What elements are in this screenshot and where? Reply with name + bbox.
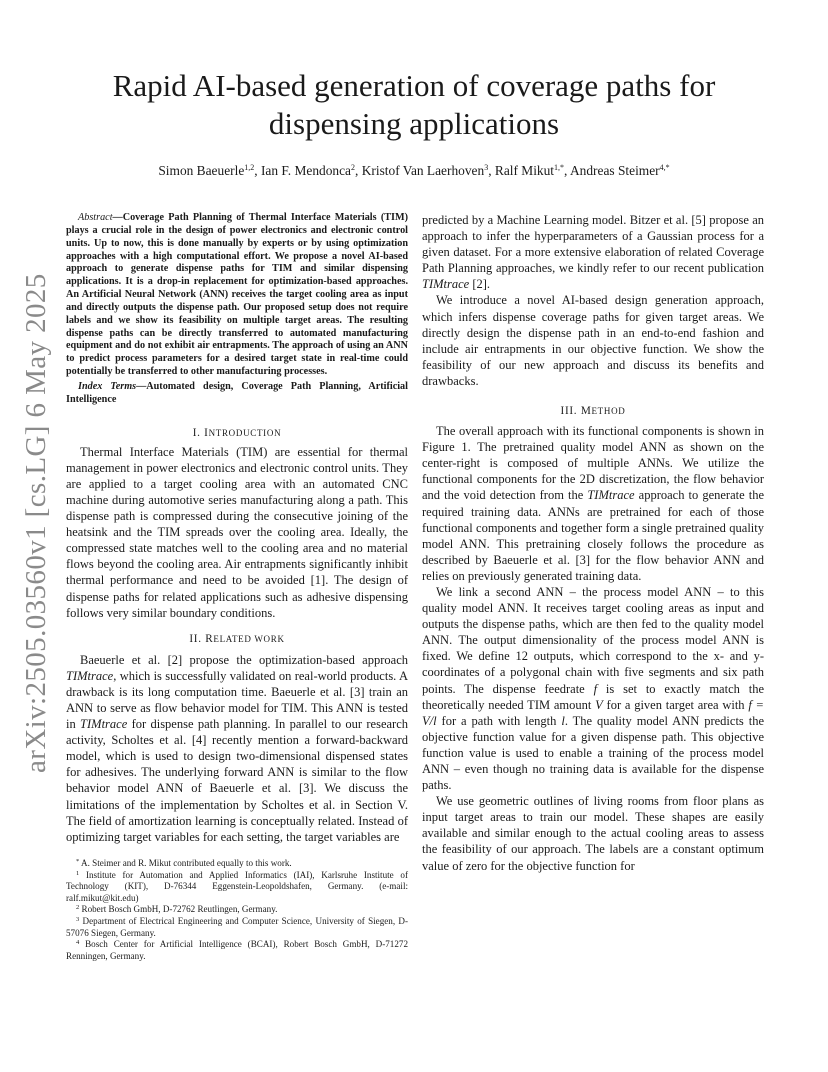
related-work-paragraph-continued: predicted by a Machine Learning model. Bitzer et al. [5] propose an approach to infer the hyperparameters of a Gaussian process for a given dataset. For a more extensive elaboration of related Coverage Path Planning approaches, we kindly refer to our recent publication TIMtrace [2]. (422, 213, 764, 292)
abstract (66, 212, 408, 379)
related-work-paragraph: We introduce a novel AI-based design generation approach, which infers dispense coverage paths for given target areas. We directly design the dispense path in an end-to-end fashion and include air entrapments in our objective function. We show the feasibility of our new approach and discuss its benefits and drawbacks. (422, 293, 764, 388)
related-work-paragraph: Baeuerle et al. [2] propose the optimization-based approach TIMtrace, which is successfully validated on real-world products. A drawback is its long computation time. Baeuerle et al. [3] train an ANN to serve as flow behavior model for TIM. This ANN is tested in TIMtrace for dispense path planning. In parallel to our research activity, Scholtes et al. [4] recently mention a forward-backward model, which is used to design two-dimensional dispensed states for adhesives. The underlying forward ANN is similar to the flow behavior model ANN of Baeuerle et al. [3]. We discuss the limitations of the implementation by Scholtes et al. in Section V. The field of amortization learning is conceptually related. Instead of optimizing target variables for each setting, the target variables are (66, 652, 408, 844)
method-paragraph: The overall approach with its functional components is shown in Figure 1. The pretrained quality model ANN as shown on the center-right is composed of multiple ANNs. We utilize the functional components for the 2D discretization, the flow behavior and the void detection from the TIMtrace approach to generate the required training data. ANNs are pretrained for each of those functional components and together form a single pretrained quality model ANN. This pretraining closely follows the procedure as described by Baeuerle et al. [3] for the flow behavior ANN and relies on previously generated training data. (422, 424, 764, 583)
index-terms-label: Index Terms (78, 380, 137, 392)
section-heading-introduction: I. INTRODUCTION (192, 426, 282, 439)
method-paragraph: We link a second ANN – the process model ANN – to this quality model ANN. It receives target cooling areas as input and outputs the dispense paths, which are then fed to the quality model ANN. The output dimensionality of the process model ANN is fixed. We define 12 outputs, which correspond to the x- and y-coordinates of a polygonal chain with five segments and six path points. The dispense feedrate f is set to exactly match the theoretically needed TIM amount V for a given target area with f = V/l for a path with length l. The quality model ANN predicts the objective function value for a given dispense path. This objective function value is used to enable a training of the process model ANN – even though no training data is available for the dispense paths. (422, 584, 764, 793)
footnote: $^1$ Institute for Automation and Applied Informatics (IAI), Karlsruhe Institute of Technology (KIT), D-76344 Eggenstein-Leopoldshafen, Germany. (e-mail: ralf.mikut@kit.edu) (66, 869, 408, 903)
footnote: $^2$ Robert Bosch GmbH, D-72762 Reutlingen, Germany. (76, 904, 278, 915)
abstract-text: —Coverage Path Planning of Thermal Interface Materials (TIM) plays a crucial role in the design of power electronics and electronic control units. Up to now, this is done manually by experts or by using optimization approaches with a high computational effort. We propose a novel AI-based approach to generate dispense paths for TIM and similar dispensing applications. It is a drop-in replacement for optimization-based approaches. An Artificial Neural Network (ANN) receives the target cooling area as input and directly outputs the dispense path. Our proposed setup does not require labels and we show its feasibility on multiple target areas. The resulting dispense paths can be directly transferred to automated manufacturing equipment and do not exhibit air entrapments. The approach of using an ANN to predict process parameters for a desired target state in real-time could potentially be transferred to other manufacturing processes. (66, 212, 408, 378)
author: Ian F. Mendonca$^2$, (260, 163, 362, 178)
paper-title: Rapid AI-based generation of coverage paths for dispensing applications (112, 68, 716, 141)
section-heading-related-work: II. RELATED WORK (189, 632, 285, 645)
author: Kristof Van Laerhoven$^3$, (361, 163, 495, 178)
footnotes (66, 858, 408, 962)
author-list (60, 162, 768, 180)
method-paragraph: We use geometric outlines of living rooms from floor plans as input target areas to train our model. These shapes are easily available and similar enough to the actual cooling areas to assess the feasibility of our approach. The labels are a constant optimum value of zero for the objective function for (422, 794, 764, 873)
author: Simon Baeuerle$^{1,2}$, (158, 163, 261, 178)
author: Andreas Steimer$^{4,*}$ (570, 163, 670, 178)
author: Ralf Mikut$^{1,*}$, (494, 163, 570, 178)
footnote: * A. Steimer and R. Mikut contributed equally to this work. (76, 858, 292, 868)
footnote: $^3$ Department of Electrical Engineering and Computer Science, University of Siegen, D-57076 Siegen, Germany. (66, 915, 408, 938)
intro-paragraph: Thermal Interface Materials (TIM) are essential for thermal management in power electronics and electronic control units. They are applied to a target cooling area with an automated CNC machine during automotive series manufacturing along a path. This dispense path is compressed during the consecutive joining of the heatsink and the TIM spreads over the cooling area. Ideally, the compressed state matches well to the cooling area and no material flows beyond the cooling area. Air entrapments significantly inhibit thermal performance and need to be avoided [1]. The design of dispense paths for related applications such as adhesive dispensing follows very similar boundary conditions. (66, 444, 408, 620)
index-terms (66, 381, 408, 407)
left-column (66, 212, 408, 845)
right-column (422, 212, 764, 874)
arxiv-identifier: arXiv:2505.03560v1 [cs.LG] 6 May 2025 (20, 273, 52, 773)
footnote: $^4$ Bosch Center for Artificial Intelligence (BCAI), Robert Bosch GmbH, D-71272 Renningen, Germany. (66, 939, 408, 961)
abstract-label: Abstract (78, 212, 113, 223)
section-heading-method: III. METHOD (560, 405, 626, 418)
index-terms-text: —Automated design, Coverage Path Planning, Artificial Intelligence (66, 380, 408, 405)
